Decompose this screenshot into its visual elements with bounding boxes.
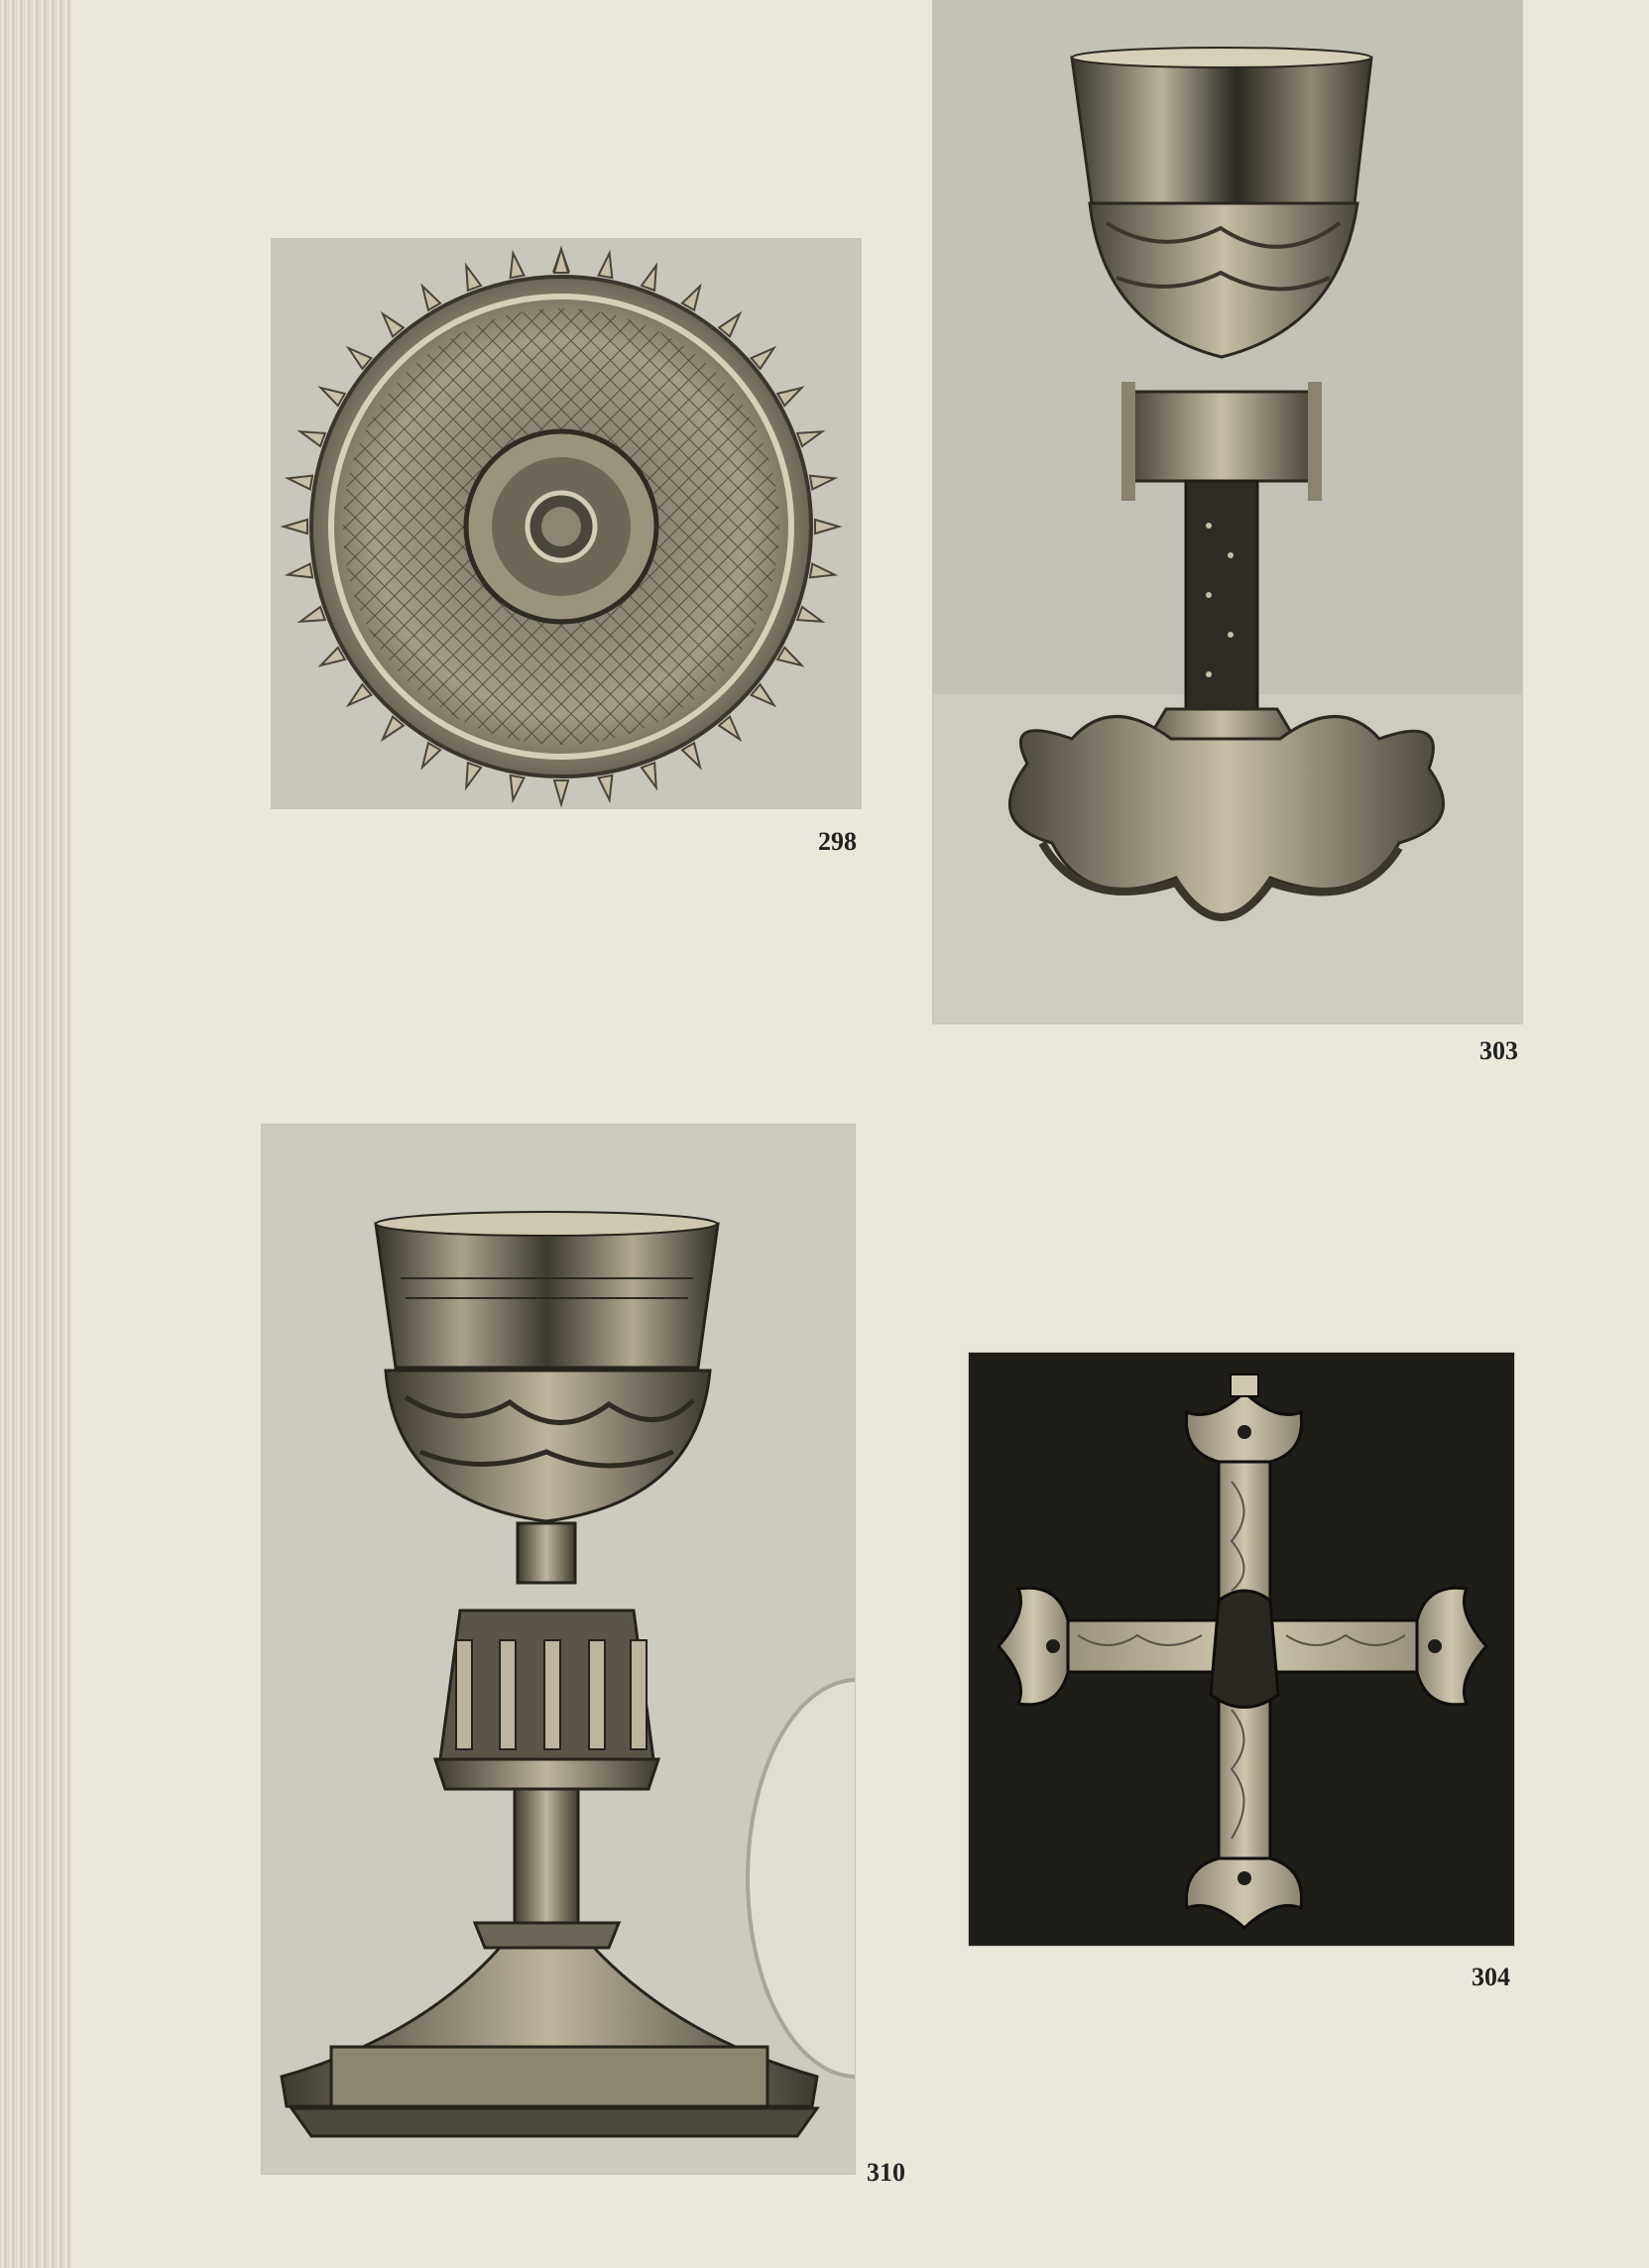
figure-number-310: 310 [867, 2158, 905, 2187]
chalice-303-image [933, 0, 1522, 1023]
plate-310-chalice [262, 1125, 855, 2174]
cross-image [969, 1353, 1514, 1946]
chalice-310-image [262, 1125, 855, 2174]
paten-image [272, 239, 861, 808]
plate-303-chalice [933, 0, 1522, 1023]
plate-298-paten [272, 239, 861, 808]
plate-304-cross [969, 1353, 1514, 1946]
figure-number-298: 298 [818, 827, 857, 856]
book-page-edge [0, 0, 71, 2268]
figure-number-304: 304 [1472, 1963, 1510, 1991]
figure-number-303: 303 [1479, 1036, 1518, 1065]
